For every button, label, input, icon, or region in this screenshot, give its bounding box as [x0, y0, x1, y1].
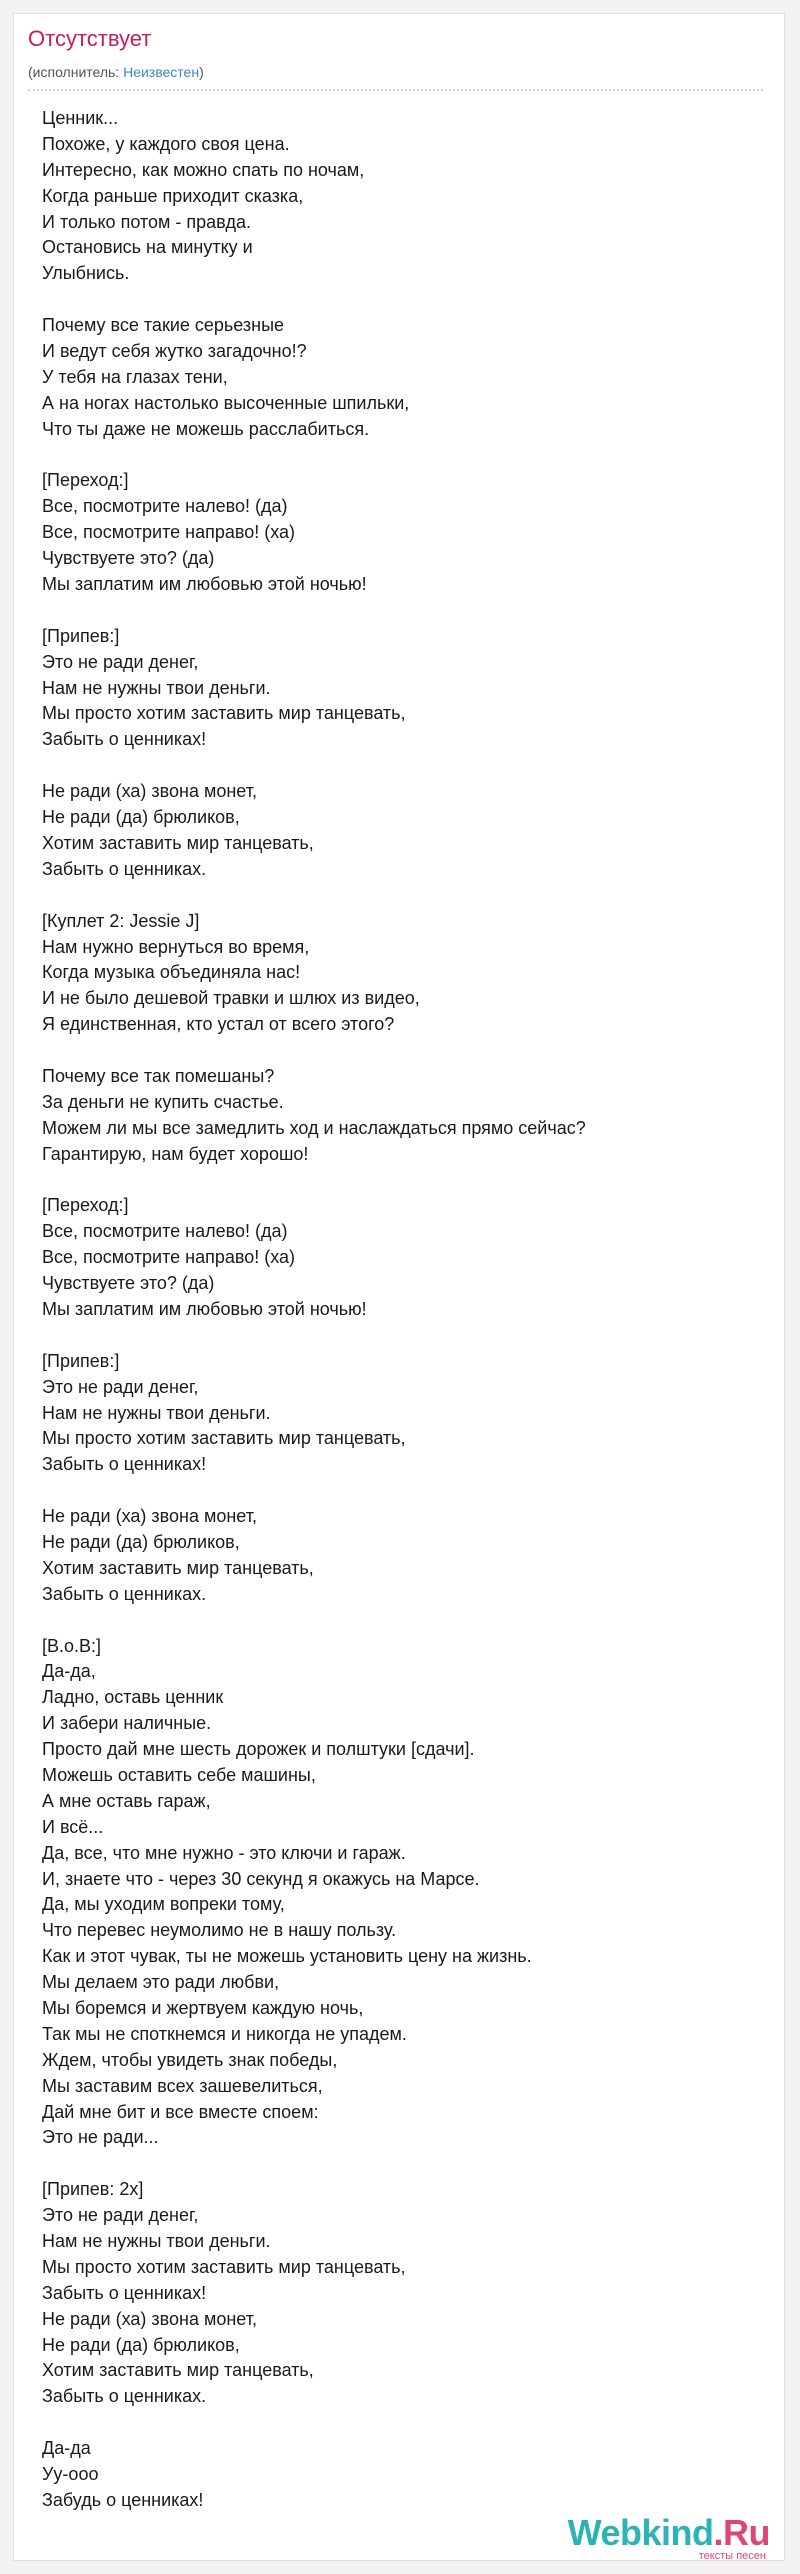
lyric-line: Так мы не споткнемся и никогда не упадем. — [42, 2023, 407, 2044]
artist-suffix: ) — [199, 64, 204, 80]
lyric-line: Забыть о ценниках. — [42, 858, 207, 879]
lyric-line: Как и этот чувак, ты не можешь установить цену на жизнь. — [42, 1946, 532, 1967]
lyric-line: [Переход:] — [42, 470, 129, 491]
lyric-line: Почему все такие серьезные — [42, 315, 285, 336]
lyric-line: Что ты даже не можешь расслабиться. — [42, 418, 370, 439]
lyric-line: Улыбнись. — [42, 263, 130, 284]
lyric-line: Да-да, — [42, 1661, 96, 1682]
artist-prefix: (исполнитель: — [28, 64, 124, 80]
title-divider — [28, 89, 763, 91]
lyric-line: И всё... — [42, 1816, 104, 1837]
stanza-break — [42, 1478, 762, 1504]
lyric-line: Просто дай мне шесть дорожек и полштуки [сдачи]. — [42, 1739, 475, 1760]
lyric-line: Дай мне бит и все вместе споем: — [42, 2101, 319, 2122]
lyric-line: Ждем, чтобы увидеть знак победы, — [42, 2049, 338, 2070]
lyric-line: Что перевес неумолимо не в нашу пользу. — [42, 1920, 397, 1941]
lyric-line: Забыть о ценниках. — [42, 1583, 207, 1604]
lyric-line: Гарантирую, нам будет хорошо! — [42, 1143, 309, 1164]
lyric-line: Нам не нужны твои деньги. — [42, 1402, 271, 1423]
lyric-line: Хотим заставить мир танцевать, — [42, 2360, 314, 2381]
lyric-line: [Припев: 2x] — [42, 2179, 144, 2200]
lyric-line: Когда музыка объединяла нас! — [42, 962, 301, 983]
stanza-break — [42, 753, 762, 779]
lyric-line: Почему все так помешаны? — [42, 1065, 275, 1086]
stanza-break — [42, 2151, 762, 2177]
lyric-line: [Припев:] — [42, 625, 120, 646]
artist-line — [28, 62, 204, 82]
stanza-break — [42, 2410, 762, 2436]
lyric-line: У тебя на глазах тени, — [42, 366, 228, 387]
stanza-break — [42, 287, 762, 313]
lyric-line: И ведут себя жутко загадочно!? — [42, 341, 307, 362]
stanza-break — [42, 1038, 762, 1064]
lyric-line: Мы заплатим им любовью этой ночью! — [42, 1298, 367, 1319]
logo-tagline: тексты песен — [698, 2550, 766, 2562]
artist-link[interactable]: Неизвестен — [123, 64, 200, 80]
song-title: Отсутствует — [28, 26, 152, 51]
lyric-line: Забыть о ценниках! — [42, 1454, 207, 1475]
lyric-line: Хотим заставить мир танцевать, — [42, 832, 314, 853]
stanza-break — [42, 598, 762, 624]
lyric-line: Хотим заставить мир танцевать, — [42, 1557, 314, 1578]
lyric-line: Уу-ооо — [42, 2464, 99, 2485]
lyric-line: Мы боремся и жертвуем каждую ночь, — [42, 1998, 364, 2019]
lyric-line: Это не ради денег, — [42, 1376, 199, 1397]
lyric-line: [Припев:] — [42, 1350, 120, 1371]
site-logo[interactable] — [568, 2514, 770, 2562]
lyric-line: Все, посмотрите направо! (ха) — [42, 522, 296, 543]
lyrics-text — [42, 106, 762, 2514]
lyric-line: Мы заплатим им любовью этой ночью! — [42, 574, 367, 595]
lyric-line: Не ради (ха) звона монет, — [42, 2308, 257, 2329]
lyric-line: А на ногах настолько высоченные шпильки, — [42, 392, 410, 413]
lyric-line: За деньги не купить счастье. — [42, 1091, 284, 1112]
lyric-line: Можешь оставить себе машины, — [42, 1765, 316, 1785]
lyric-line: Забудь о ценниках! — [42, 2489, 204, 2510]
lyric-line: Все, посмотрите налево! (да) — [42, 496, 288, 517]
stanza-break — [42, 1323, 762, 1349]
lyric-line: Ладно, оставь ценник — [42, 1687, 224, 1708]
lyric-line: Забыть о ценниках! — [42, 2282, 207, 2303]
lyric-line: Можем ли мы все замедлить ход и наслаждаться прямо сейчас? — [42, 1117, 586, 1138]
lyric-line: Нам не нужны твои деньги. — [42, 2231, 271, 2252]
lyric-line: Не ради (ха) звона монет, — [42, 781, 257, 802]
stanza-break — [42, 443, 762, 469]
lyric-line: Не ради (ха) звона монет, — [42, 1506, 257, 1527]
lyric-line: Не ради (да) брюликов, — [42, 807, 240, 828]
logo-wordmark: Webkind — [567, 2512, 714, 2553]
lyric-line: Мы просто хотим заставить мир танцевать, — [42, 2256, 406, 2277]
lyric-line: И не было дешевой травки и шлюх из видео, — [42, 988, 420, 1009]
stanza-break — [42, 1168, 762, 1194]
lyric-line: А мне оставь гараж, — [42, 1790, 211, 1811]
lyric-line: [Куплет 2: Jessie J] — [42, 910, 200, 931]
lyric-line: И, знаете что - через 30 секунд я окажусь на Марсе. — [42, 1868, 480, 1889]
stanza-break — [42, 1608, 762, 1634]
lyric-line: Интересно, как можно спать по ночам, — [42, 159, 365, 180]
lyric-line: Да, мы уходим вопреки тому, — [42, 1894, 285, 1915]
lyric-line: Мы заставим всех зашевелиться, — [42, 2075, 323, 2096]
lyric-line: Все, посмотрите налево! (да) — [42, 1221, 288, 1242]
lyric-line: Не ради (да) брюликов, — [42, 1531, 240, 1552]
lyric-line: Не ради (да) брюликов, — [42, 2334, 240, 2355]
lyric-line: Да-да — [42, 2438, 91, 2459]
lyric-line: Мы просто хотим заставить мир танцевать, — [42, 1428, 406, 1449]
lyric-line: Чувствуете это? (да) — [42, 1273, 215, 1294]
stanza-break — [42, 883, 762, 909]
lyric-line: [B.o.B:] — [42, 1635, 102, 1656]
lyric-line: Это не ради денег, — [42, 2205, 199, 2226]
lyric-line: Мы делаем это ради любви, — [42, 1972, 280, 1993]
lyric-line: И только потом - правда. — [42, 211, 251, 232]
logo-domain: .Ru — [713, 2512, 770, 2553]
lyric-line: Похоже, у каждого своя цена. — [42, 133, 290, 154]
lyric-line: [Переход:] — [42, 1195, 129, 1216]
lyric-line: Я единственная, кто устал от всего этого? — [42, 1014, 395, 1035]
lyric-line: И забери наличные. — [42, 1713, 212, 1734]
lyric-line: Нам не нужны твои деньги. — [42, 677, 271, 698]
lyric-line: Все, посмотрите направо! (ха) — [42, 1247, 296, 1268]
lyric-line: Да, все, что мне нужно - это ключи и гараж. — [42, 1842, 406, 1863]
lyric-line: Это не ради денег, — [42, 651, 199, 672]
lyric-line: Чувствуете это? (да) — [42, 548, 215, 569]
lyric-line: Это не ради... — [42, 2127, 159, 2148]
lyric-line: Остановись на минутку и — [42, 237, 253, 258]
lyric-line: Когда раньше приходит сказка, — [42, 185, 304, 206]
lyric-line: Ценник... — [42, 108, 119, 128]
lyric-line: Забыть о ценниках. — [42, 2386, 207, 2407]
lyric-line: Нам нужно вернуться во время, — [42, 936, 310, 957]
lyric-line: Забыть о ценниках! — [42, 729, 207, 750]
lyric-line: Мы просто хотим заставить мир танцевать, — [42, 703, 406, 724]
